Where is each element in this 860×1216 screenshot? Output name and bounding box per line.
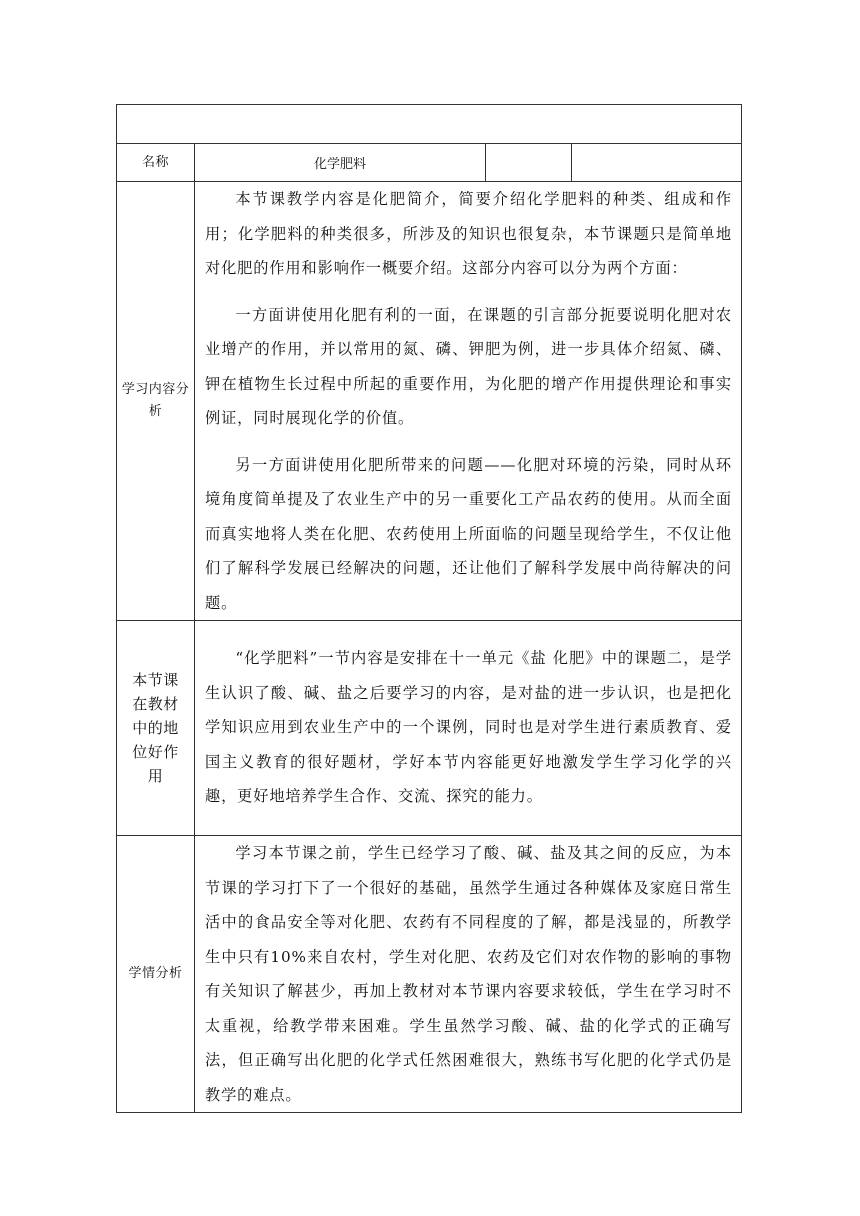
header-row <box>117 105 742 144</box>
textbook-position-row <box>117 621 742 836</box>
name-extra-cell-1 <box>486 144 572 182</box>
position-paragraph-1: “化学肥料”一节内容是安排在十一单元《盐 化肥》中的课题二，是学生认识了酸、碱、盐之后要学习的内容，是对盐的进一步认识，也是把化学知识应用到农业生产中的一个课例，同时也是对学生进行素质教育、爱国主义教育的很好题材，学好本节内容能更好地激发学生学习化学的兴趣，更好地培养学生合作、交流、探究的能力。 <box>205 649 732 805</box>
name-row <box>117 144 742 182</box>
name-label: 名称 <box>117 144 195 182</box>
lesson-title: 化学肥料 <box>195 144 486 182</box>
content-analysis-row <box>117 182 742 621</box>
student-analysis-label: 学情分析 <box>117 836 195 1113</box>
textbook-position-body <box>195 621 742 836</box>
textbook-position-label: 本节课在教材中的地位好作用 <box>117 621 195 836</box>
content-paragraph-1: 本节课教学内容是化肥简介，简要介绍化学肥料的种类、组成和作用；化学肥料的种类很多，所涉及的知识也很复杂，本节课题只是简单地对化肥的作用和影响作一概要介绍。这部分内容可以分为两个方面： <box>205 190 732 277</box>
student-analysis-body <box>195 836 742 1113</box>
content-analysis-label: 学习内容分析 <box>117 182 195 621</box>
student-paragraph-1: 学习本节课之前，学生已经学习了酸、碱、盐及其之间的反应，为本节课的学习打下了一个很好的基础，虽然学生通过各种媒体及家庭日常生活中的食品安全等对化肥、农药有不同程度的了解，都是浅显的，所教学生中只有10%来自农村，学生对化肥、农药及它们对农作物的影响的事物有关知识了解甚少，再加上教材对本节课内容要求较低，学生在学习时不太重视，给教学带来困难。学生虽然学习酸、碱、盐的化学式的正确写法，但正确写出化肥的化学式任然困难很大，熟练书写化肥的化学式仍是教学的难点。 <box>205 844 732 1104</box>
student-analysis-row <box>117 836 742 1113</box>
content-paragraph-3: 另一方面讲使用化肥所带来的问题——化肥对环境的污染，同时从环境角度简单提及了农业生产中的另一重要化工产品农药的使用。从而全面而真实地将人类在化肥、农药使用上所面临的问题呈现给学生，不仅让他们了解科学发展已经解决的问题，还让他们了解科学发展中尚待解决的问题。 <box>205 455 732 612</box>
header-cell <box>117 105 742 144</box>
content-analysis-body <box>195 182 742 621</box>
content-paragraph-2: 一方面讲使用化肥有利的一面，在课题的引言部分扼要说明化肥对农业增产的作用，并以常用的氮、磷、钾肥为例，进一步具体介绍氮、磷、钾在植物生长过程中所起的重要作用，为化肥的增产作用提供理论和事实例证，同时展现化学的价值。 <box>205 305 732 427</box>
name-extra-cell-2 <box>572 144 742 182</box>
lesson-plan-table <box>116 104 742 1113</box>
